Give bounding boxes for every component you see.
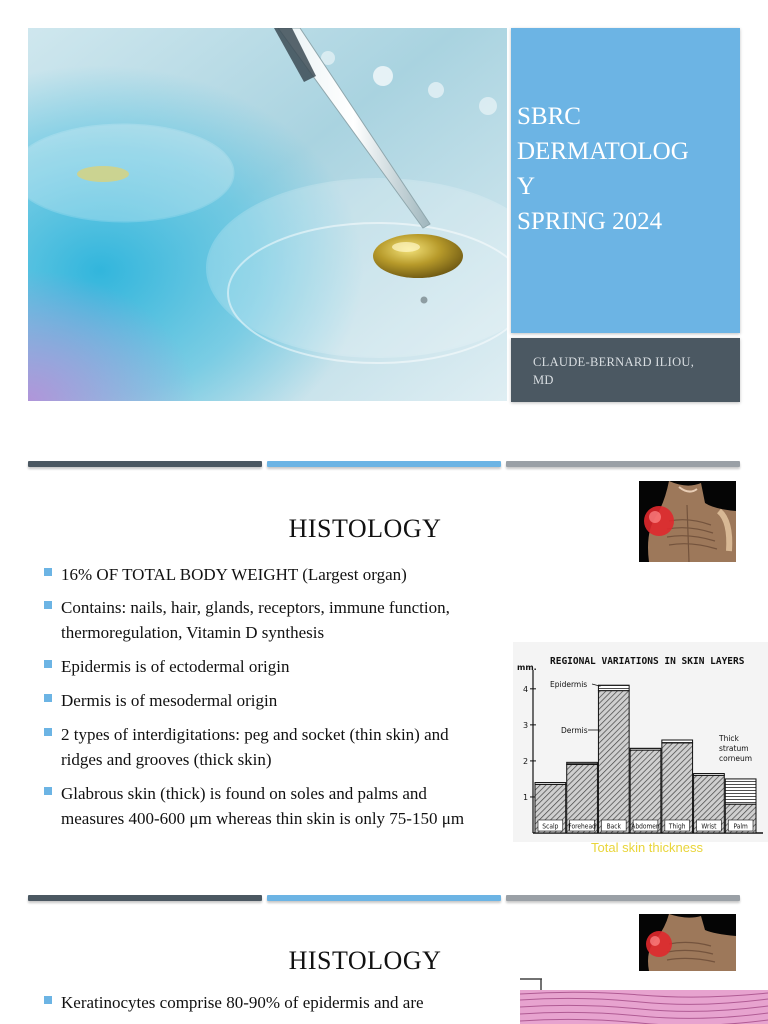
bullet-square-icon [44, 660, 52, 668]
chart-bar-epidermis [567, 762, 598, 764]
figure-caption: Total skin thickness [591, 840, 703, 855]
skin-layers-chart [513, 642, 768, 842]
chart-category-label: Scalp [542, 822, 559, 831]
lab-pipette-petri-photo [28, 28, 507, 401]
chart-annotation-epidermis: Epidermis [550, 680, 588, 689]
chart-y-label: mm. [517, 663, 537, 672]
chart-y-tick-label: 4 [523, 684, 529, 694]
chart-y-tick-label: 2 [523, 756, 529, 766]
title-line-1: SBRC [517, 103, 581, 130]
bullet-square-icon [44, 601, 52, 609]
chart-bar-epidermis [535, 783, 566, 785]
chart-bar-dermis [662, 743, 693, 833]
chart-category-label: Palm [733, 822, 748, 831]
bullet-square-icon [44, 568, 52, 576]
divider-bar-blue [267, 895, 501, 901]
title-line-2: DERMATOLOG [517, 138, 689, 165]
divider-bar-gray [506, 895, 740, 901]
skin-histology-image [520, 978, 768, 1024]
chart-annotation-dermis: Dermis [561, 726, 588, 735]
bullet-text: Contains: nails, hair, glands, receptors, immune function, thermoregulation, Vitamin D synthesis [61, 598, 450, 642]
bullet-square-icon [44, 996, 52, 1004]
divider-bar-blue [267, 461, 501, 467]
chart-y-tick-label: 1 [523, 792, 529, 802]
chart-annotation-stratum-corneum: stratum [719, 744, 749, 753]
bullet-text: 16% OF TOTAL BODY WEIGHT (Largest organ) [61, 565, 407, 584]
chart-category-label: Abdomen [631, 822, 660, 831]
chart-annotation-stratum-corneum: corneum [719, 754, 753, 763]
bullet-text: Glabrous skin (thick) is found on soles and palms and measures 400-600 μm whereas thin skin is only 75-150 μm [61, 784, 465, 828]
title-panel [511, 28, 740, 333]
author-panel [511, 338, 740, 402]
bullet-text: Dermis is of mesodermal origin [61, 691, 278, 710]
chart-category-label: Wrist [701, 822, 717, 831]
bullet-square-icon [44, 694, 52, 702]
anatomy-shoulder-image [639, 914, 736, 971]
chart-bar-epidermis [725, 779, 756, 804]
divider-bar-dark [28, 461, 262, 467]
bullet-square-icon [44, 787, 52, 795]
divider-bar-dark [28, 895, 262, 901]
skin-layers-chart-svg [513, 642, 768, 842]
slide3-heading: HISTOLOGY [288, 946, 442, 975]
chart-annotation-stratum-corneum: Thick [719, 734, 739, 743]
chart-title: REGIONAL VARIATIONS IN SKIN LAYERS [550, 656, 745, 667]
title-line-3: Y [517, 173, 536, 200]
chart-bar-epidermis [662, 740, 693, 743]
chart-bar-epidermis [630, 748, 661, 750]
bullet-text: 2 types of interdigitations: peg and socket (thin skin) and ridges and grooves (thick skin) [61, 725, 449, 769]
chart-category-label: Forehead [568, 822, 596, 831]
chart-y-tick-label: 3 [523, 720, 529, 730]
chart-bar-epidermis [598, 685, 629, 690]
chart-category-label: Back [606, 822, 621, 831]
anatomy-shoulder-image [639, 481, 736, 562]
title-line-4: SPRING 2024 [517, 208, 663, 235]
author-line-1: CLAUDE-BERNARD ILIOU, [533, 355, 695, 369]
chart-bar-dermis [598, 691, 629, 833]
bullet-text: Keratinocytes comprise 80-90% of epidermis and are [61, 993, 424, 1012]
bullet-text: Epidermis is of ectodermal origin [61, 657, 290, 676]
author-line-2: MD [533, 373, 554, 387]
chart-bar-epidermis [694, 774, 725, 776]
slide2-heading: HISTOLOGY [288, 514, 442, 543]
chart-category-label: Thigh [668, 822, 686, 831]
bullet-square-icon [44, 728, 52, 736]
divider-bar-gray [506, 461, 740, 467]
